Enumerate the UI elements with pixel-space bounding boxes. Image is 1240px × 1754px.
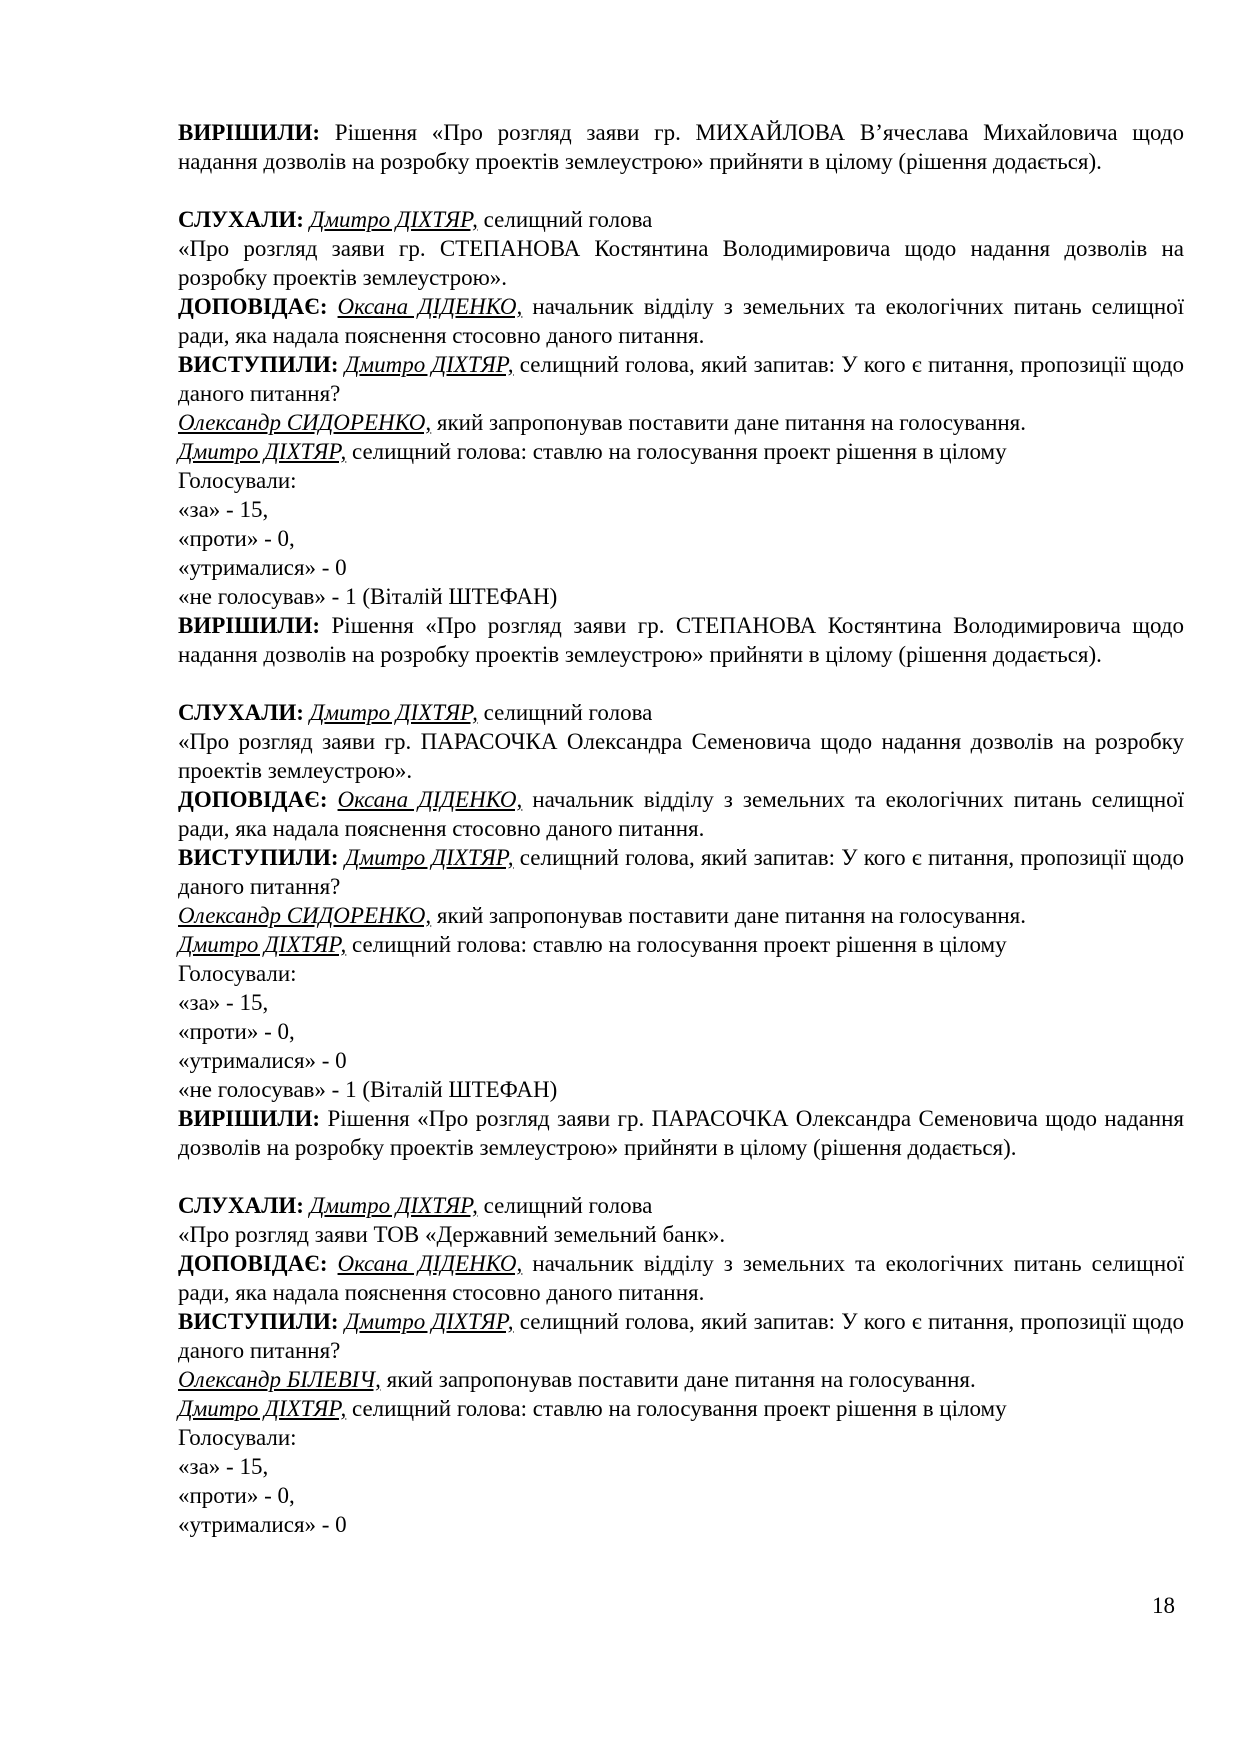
vote-line: «проти» - 0, bbox=[178, 1483, 295, 1508]
vote-line: «утрималися» - 0 bbox=[178, 1048, 347, 1073]
caller-name: Дмитро ДІХТЯР, bbox=[178, 932, 347, 957]
agenda-topic: «Про розгляд заяви гр. ПАРАСОЧКА Олександра Семеновича щодо надання дозволів на розробку проектів землеустрою». bbox=[178, 729, 1184, 783]
paragraph-gap bbox=[178, 669, 1184, 698]
caller-name: Дмитро ДІХТЯР, bbox=[178, 439, 347, 464]
chair-name: Дмитро ДІХТЯР, bbox=[309, 1193, 478, 1218]
proposer-name: Олександр СИДОРЕНКО, bbox=[178, 410, 432, 435]
vote-line: Голосували: bbox=[178, 961, 297, 986]
reporter-label: ДОПОВІДАЄ: bbox=[178, 294, 328, 319]
speakers-paragraph bbox=[178, 350, 1184, 408]
proposer-text: який запропонував поставити дане питання на голосування. bbox=[431, 903, 1027, 928]
reporter-name: Оксана ДІДЕНКО, bbox=[337, 294, 523, 319]
proposer-text: який запропонував поставити дане питання на голосування. bbox=[380, 1367, 976, 1392]
vote-line: Голосували: bbox=[178, 1425, 297, 1450]
vote-call-line bbox=[178, 930, 1184, 959]
reporter-text: начальник відділу з земельних та екологічних питань селищної ради, яка надала пояснення стосовно даного питання. bbox=[178, 1251, 1185, 1305]
reporter-text: начальник відділу з земельних та екологічних питань селищної ради, яка надала пояснення стосовно даного питання. bbox=[178, 787, 1185, 841]
chair-role: селищний голова bbox=[477, 700, 653, 725]
paragraph-gap bbox=[178, 176, 1184, 205]
document-body bbox=[178, 118, 1184, 1539]
speakers-label: ВИСТУПИЛИ: bbox=[178, 1309, 339, 1334]
proposer-line bbox=[178, 1365, 1184, 1394]
vote-call-line bbox=[178, 1394, 1184, 1423]
vote-line: «за» - 15, bbox=[178, 990, 269, 1015]
decision-text: Рішення «Про розгляд заяви гр. СТЕПАНОВА Костянтина Володимировича щодо надання дозволів на розробку проектів землеустрою» прийняти в цілому (рішення додається). bbox=[178, 613, 1184, 667]
caller-text: селищний голова: ставлю на голосування проект рішення в цілому bbox=[346, 932, 1007, 957]
speaker-name: Дмитро ДІХТЯР, bbox=[344, 352, 514, 377]
reporter-name: Оксана ДІДЕНКО, bbox=[337, 787, 523, 812]
reporter-text: начальник відділу з земельних та екологічних питань селищної ради, яка надала пояснення стосовно даного питання. bbox=[178, 294, 1185, 348]
chair-name: Дмитро ДІХТЯР, bbox=[309, 700, 478, 725]
reporter-label: ДОПОВІДАЄ: bbox=[178, 1251, 328, 1276]
speaker-text: селищний голова, який запитав: У кого є питання, пропозиції щодо даного питання? bbox=[178, 845, 1185, 899]
vote-call-line bbox=[178, 437, 1184, 466]
proposer-line bbox=[178, 901, 1184, 930]
vote-line: «за» - 15, bbox=[178, 1454, 269, 1479]
decision-label: ВИРІШИЛИ: bbox=[178, 1106, 321, 1131]
vote-line: «утрималися» - 0 bbox=[178, 555, 347, 580]
speakers-paragraph bbox=[178, 843, 1184, 901]
speakers-label: ВИСТУПИЛИ: bbox=[178, 352, 339, 377]
heard-label: СЛУХАЛИ: bbox=[178, 1193, 304, 1218]
vote-line: «не голосував» - 1 (Віталій ШТЕФАН) bbox=[178, 584, 558, 609]
decision-label: ВИРІШИЛИ: bbox=[178, 613, 321, 638]
reporter-paragraph bbox=[178, 1249, 1184, 1307]
decision-text: Рішення «Про розгляд заяви гр. МИХАЙЛОВА В’ячеслава Михайловича щодо надання дозволів на розробку проектів землеустрою» прийняти в цілому (рішення додається). bbox=[178, 120, 1184, 174]
paragraph-gap bbox=[178, 1162, 1184, 1191]
heard-label: СЛУХАЛИ: bbox=[178, 207, 304, 232]
agenda-topic: «Про розгляд заяви гр. СТЕПАНОВА Костянтина Володимировича щодо надання дозволів на розробку проектів землеустрою». bbox=[178, 236, 1184, 290]
proposer-text: який запропонував поставити дане питання на голосування. bbox=[431, 410, 1027, 435]
vote-line: Голосували: bbox=[178, 468, 297, 493]
caller-text: селищний голова: ставлю на голосування проект рішення в цілому bbox=[346, 439, 1007, 464]
reporter-paragraph bbox=[178, 292, 1184, 350]
speaker-text: селищний голова, який запитав: У кого є питання, пропозиції щодо даного питання? bbox=[178, 352, 1185, 406]
speaker-text: селищний голова, який запитав: У кого є питання, пропозиції щодо даного питання? bbox=[178, 1309, 1185, 1363]
agenda-topic: «Про розгляд заяви ТОВ «Державний земельний банк». bbox=[178, 1222, 726, 1247]
speaker-name: Дмитро ДІХТЯР, bbox=[344, 845, 514, 870]
chair-name: Дмитро ДІХТЯР, bbox=[309, 207, 478, 232]
decision-paragraph bbox=[178, 611, 1184, 669]
reporter-paragraph bbox=[178, 785, 1184, 843]
proposer-name: Олександр СИДОРЕНКО, bbox=[178, 903, 432, 928]
chair-role: селищний голова bbox=[477, 1193, 653, 1218]
heard-line bbox=[178, 698, 1184, 727]
reporter-name: Оксана ДІДЕНКО, bbox=[337, 1251, 523, 1276]
caller-text: селищний голова: ставлю на голосування проект рішення в цілому bbox=[346, 1396, 1007, 1421]
decision-paragraph bbox=[178, 1104, 1184, 1162]
heard-line bbox=[178, 1191, 1184, 1220]
decision-text: Рішення «Про розгляд заяви гр. ПАРАСОЧКА Олександра Семеновича щодо надання дозволів на розробку проектів землеустрою» прийняти в цілому (рішення додається). bbox=[178, 1106, 1184, 1160]
vote-line: «утрималися» - 0 bbox=[178, 1512, 347, 1537]
heard-label: СЛУХАЛИ: bbox=[178, 700, 304, 725]
vote-line: «проти» - 0, bbox=[178, 1019, 295, 1044]
reporter-label: ДОПОВІДАЄ: bbox=[178, 787, 328, 812]
speakers-label: ВИСТУПИЛИ: bbox=[178, 845, 339, 870]
vote-line: «проти» - 0, bbox=[178, 526, 295, 551]
page-number: 18 bbox=[1152, 1593, 1175, 1618]
decision-label: ВИРІШИЛИ: bbox=[178, 120, 321, 145]
speaker-name: Дмитро ДІХТЯР, bbox=[344, 1309, 514, 1334]
heard-line bbox=[178, 205, 1184, 234]
proposer-name: Олександр БІЛЕВІЧ, bbox=[178, 1367, 381, 1392]
decision-paragraph bbox=[178, 118, 1184, 176]
vote-line: «за» - 15, bbox=[178, 497, 269, 522]
vote-line: «не голосував» - 1 (Віталій ШТЕФАН) bbox=[178, 1077, 558, 1102]
speakers-paragraph bbox=[178, 1307, 1184, 1365]
caller-name: Дмитро ДІХТЯР, bbox=[178, 1396, 347, 1421]
chair-role: селищний голова bbox=[477, 207, 653, 232]
proposer-line bbox=[178, 408, 1184, 437]
